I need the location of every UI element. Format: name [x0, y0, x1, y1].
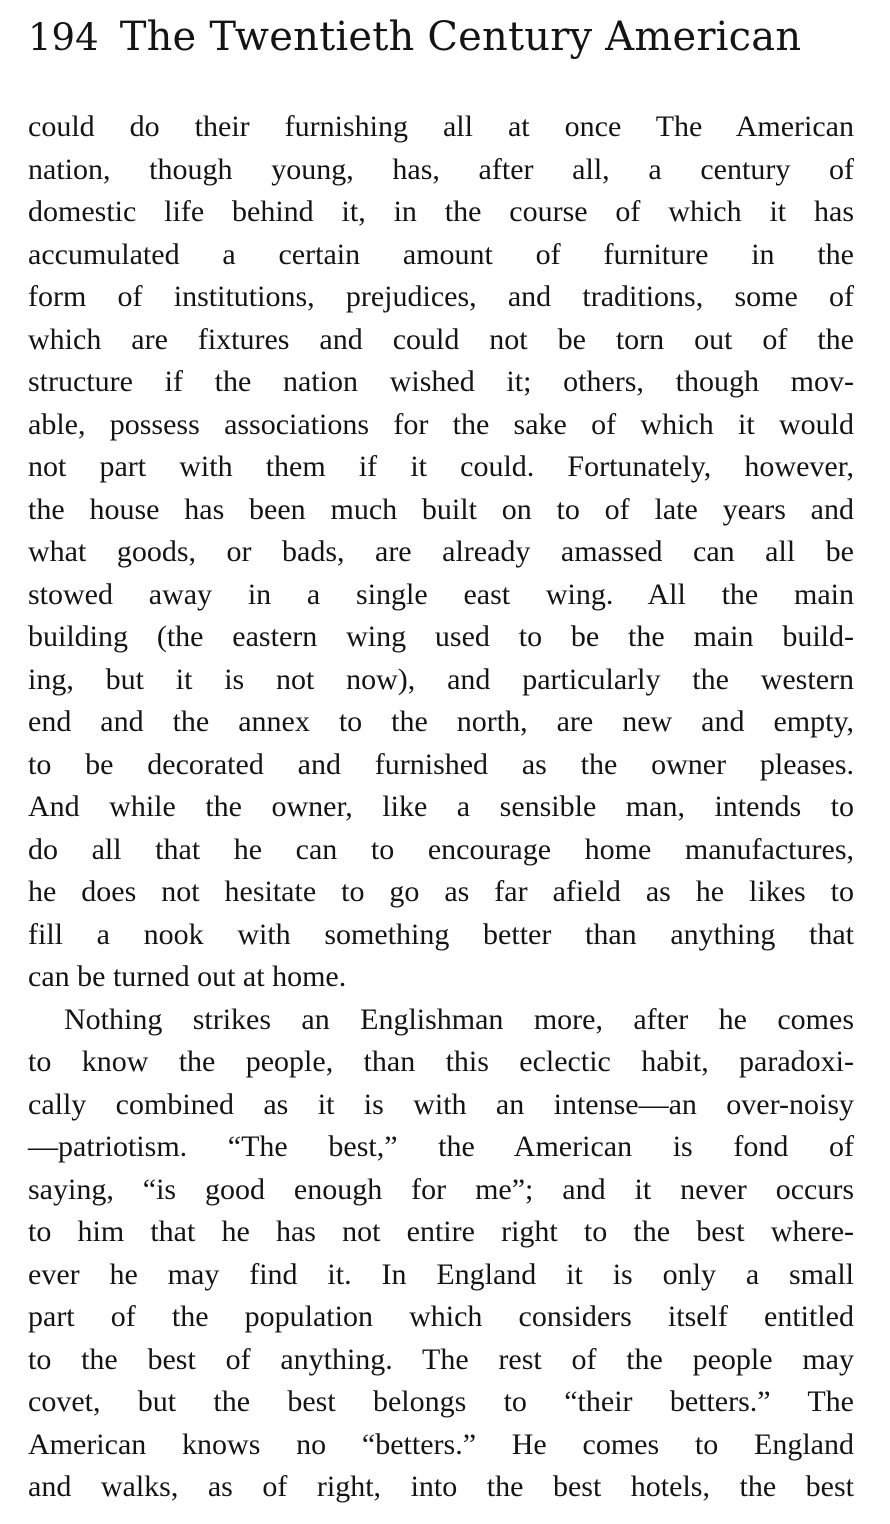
text-line: And while the owner, like a sensible man, intends to [28, 790, 854, 823]
text-line: what goods, or bads, are already amassed can all be [28, 535, 854, 568]
text-line: covet, but the best belongs to “their betters.” The [28, 1385, 854, 1418]
page-header [28, 14, 858, 74]
text-line: structure if the nation wished it; others, though mov- [28, 365, 854, 398]
text-line: do all that he can to encourage home manufactures, [28, 832, 854, 866]
text-line: form of institutions, prejudices, and traditions, some of [28, 280, 854, 313]
running-title: The Twentieth Century American [119, 14, 802, 60]
text-line: able, possess associations for the sake of which it would [28, 407, 854, 441]
text-line: fill a nook with something better than anything that [28, 917, 854, 951]
text-line: cally combined as it is with an intense—an over-noisy [28, 1087, 854, 1121]
text-line: and walks, as of right, into the best hotels, the best [28, 1470, 854, 1503]
text-line: which are fixtures and could not be torn out of the [28, 322, 854, 356]
text-line: not part with them if it could. Fortunately, however, [28, 450, 854, 483]
body-text [28, 106, 854, 1509]
text-line: could do their furnishing all at once The American [28, 110, 854, 143]
text-line: saying, “is good enough for me”; and it never occurs [28, 1172, 854, 1206]
text-line: end and the annex to the north, are new and empty, [28, 705, 854, 738]
paragraph-2 [28, 999, 854, 1509]
text-line: American knows no “betters.” He comes to England [28, 1427, 854, 1461]
text-line: to the best of anything. The rest of the people may [28, 1342, 854, 1376]
text-line: ever he may find it. In England it is only a small [28, 1257, 854, 1291]
text-line: stowed away in a single east wing. All the main [28, 577, 854, 611]
paragraph-1 [28, 106, 854, 999]
text-line: to him that he has not entire right to the best where- [28, 1215, 854, 1248]
text-line: accumulated a certain amount of furniture in the [28, 237, 854, 271]
text-line: nation, though young, has, after all, a century of [28, 152, 854, 186]
text-line: the house has been much built on to of late years and [28, 492, 854, 526]
text-line: Nothing strikes an Englishman more, after he comes [64, 1002, 854, 1036]
text-line: part of the population which considers itself entitled [28, 1300, 854, 1333]
text-line: to be decorated and furnished as the owner pleases. [28, 747, 854, 781]
text-line: —patriotism. “The best,” the American is fond of [28, 1130, 854, 1163]
text-line: domestic life behind it, in the course of which it has [28, 195, 854, 228]
page-number: 194 [28, 16, 99, 59]
text-line: he does not hesitate to go as far afield as he likes to [28, 875, 854, 908]
text-line: can be turned out at home. [28, 960, 347, 993]
text-line: ing, but it is not now), and particularly the western [28, 662, 854, 696]
text-line: building (the eastern wing used to be the main build- [28, 620, 854, 653]
text-line: to know the people, than this eclectic habit, paradoxi- [28, 1045, 854, 1078]
